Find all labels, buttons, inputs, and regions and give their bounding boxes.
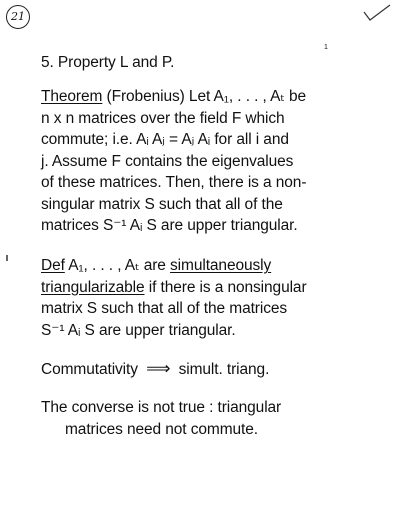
theorem-line: matrices S⁻¹ Aᵢ S are upper triangular. bbox=[41, 217, 298, 234]
theorem-block bbox=[41, 86, 371, 237]
definition-term: simultaneously bbox=[170, 257, 272, 274]
margin-dot bbox=[6, 255, 8, 261]
checkmark-icon bbox=[362, 4, 392, 24]
theorem-line: of these matrices. Then, there is a non- bbox=[41, 174, 307, 191]
theorem-line: n x n matrices over the field F which bbox=[41, 109, 285, 127]
commutativity-left: Commutativity bbox=[41, 361, 138, 378]
implies-arrow-icon: ⟹ bbox=[146, 359, 171, 378]
theorem-line: Let A₁, . . . , Aₜ be bbox=[188, 88, 307, 105]
definition-term: triangularizable bbox=[41, 278, 145, 296]
commutativity-right: simult. triang. bbox=[178, 361, 270, 378]
definition-line: S⁻¹ Aᵢ S are upper triangular. bbox=[41, 321, 236, 339]
definition-line: if there is a nonsingular bbox=[148, 278, 307, 296]
definition-block bbox=[41, 255, 371, 341]
converse-line: The converse is not true : triangular bbox=[41, 399, 282, 416]
definition-label: Def bbox=[41, 257, 65, 274]
section-heading: 5. Property L and P. bbox=[41, 54, 175, 71]
converse-line: matrices need not commute. bbox=[65, 420, 258, 438]
theorem-attribution: (Frobenius) bbox=[106, 88, 185, 105]
theorem-line: singular matrix S such that all of the bbox=[41, 195, 283, 213]
converse-remark bbox=[41, 397, 371, 440]
page-number: 21 bbox=[6, 5, 30, 29]
definition-symbols: A₁, . . . , Aₜ bbox=[68, 257, 140, 274]
theorem-line: commute; i.e. Aᵢ Aⱼ = Aⱼ Aᵢ for all i and bbox=[41, 131, 289, 148]
commutativity-statement bbox=[41, 358, 269, 381]
margin-mark: 1 bbox=[324, 44, 328, 51]
definition-line: matrix S such that all of the matrices bbox=[41, 300, 288, 317]
definition-are: are bbox=[143, 257, 166, 274]
theorem-label: Theorem bbox=[41, 88, 103, 105]
theorem-line: j. Assume F contains the eigenvalues bbox=[41, 152, 294, 170]
